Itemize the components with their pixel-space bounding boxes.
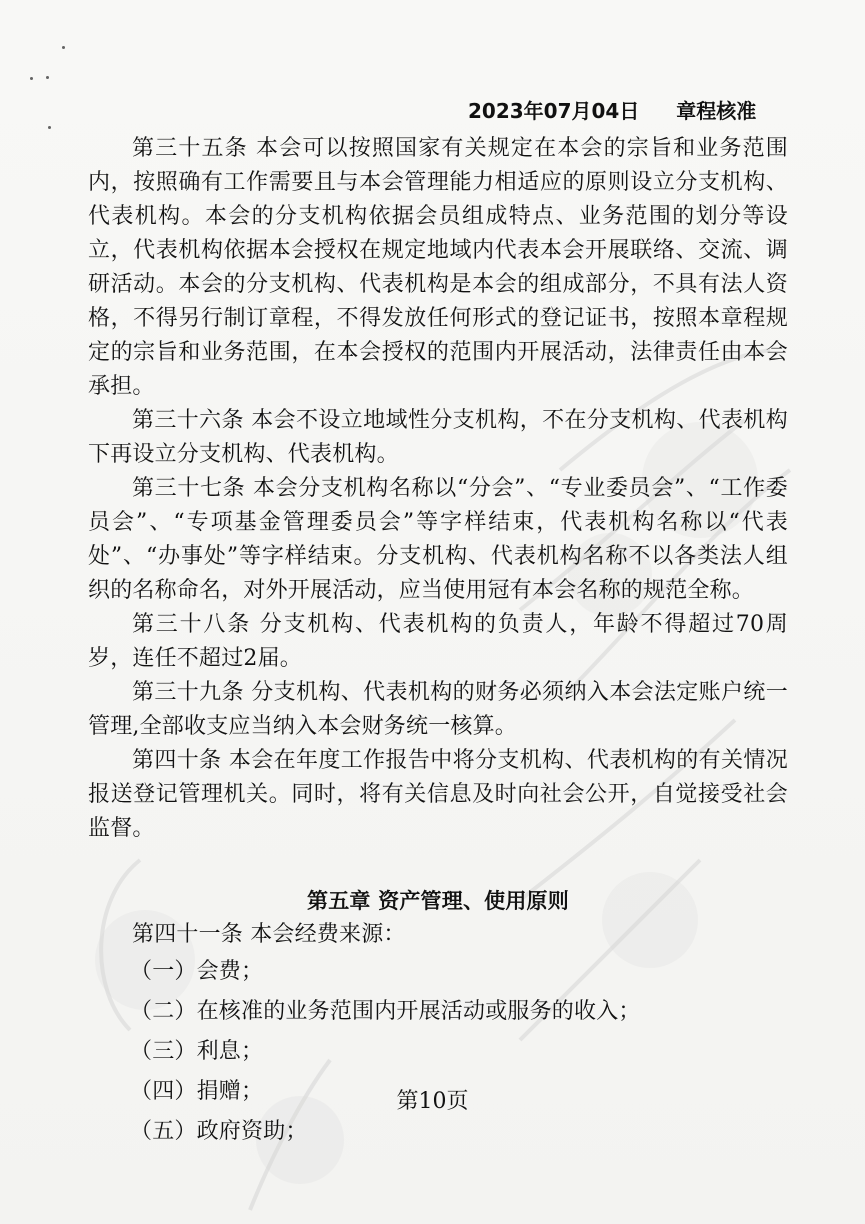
article-39: 第三十九条 分支机构、代表机构的财务必须纳入本会法定账户统一管理,全部收支应当纳入本会财务统一核算。 <box>88 680 788 739</box>
article-40: 第四十条 本会在年度工作报告中将分支机构、代表机构的有关情况报送登记管理机关。同时，将有关信息及时向社会公开，自觉接受社会监督。 <box>88 748 788 841</box>
chapter-five-title: 第五章 资产管理、使用原则 <box>307 889 569 913</box>
scan-speck <box>30 77 33 80</box>
article-35: 第三十五条 本会可以按照国家有关规定在本会的宗旨和业务范围内，按照确有工作需要且与本会管理能力相适应的原则设立分支机构、代表机构。本会的分支机构依据会员组成特点、业务范围的划分等设立，代表机构依据本会授权在规定地域内代表本会开展联络、交流、调研活动。本会的分支机构、代表机构是本会的组成部分，不具有法人资格，不得另行制订章程，不得发放任何形式的登记证书，按照本章程规定的宗旨和业务范围，在本会授权的范围内开展活动，法律责任由本会承担。 <box>88 136 788 399</box>
page-number: 第10页 <box>396 1089 469 1114</box>
funding-source-item: （三）利息； <box>130 1039 264 1064</box>
scan-speck <box>46 76 49 79</box>
funding-source-item: （二）在核准的业务范围内开展活动或服务的收入； <box>130 999 641 1024</box>
approval-status: 章程核准 <box>676 99 757 123</box>
funding-source-item: （四）捐赠； <box>130 1079 264 1104</box>
document-body <box>88 132 788 1152</box>
approval-header <box>468 95 798 127</box>
funding-source-item: （一）会费； <box>130 959 264 984</box>
approval-date: 2023年07月04日 <box>468 99 640 123</box>
article-37: 第三十七条 本会分支机构名称以“分会”、“专业委员会”、“工作委员会”、“专项基金管理委员会”等字样结束，代表机构名称以“代表处”、“办事处”等字样结束。分支机构、代表机构名称不以各类法人组织的名称命名，对外开展活动，应当使用冠有本会名称的规范全称。 <box>88 476 788 603</box>
scan-speck <box>48 126 51 129</box>
article-36: 第三十六条 本会不设立地域性分支机构，不在分支机构、代表机构下再设立分支机构、代表机构。 <box>88 408 788 467</box>
funding-source-item: （五）政府资助； <box>130 1119 308 1144</box>
scan-speck <box>62 46 65 49</box>
article-38: 第三十八条 分支机构、代表机构的负责人，年龄不得超过70周岁，连任不超过2届。 <box>88 612 788 671</box>
article-41: 第四十一条 本会经费来源： <box>132 922 406 947</box>
